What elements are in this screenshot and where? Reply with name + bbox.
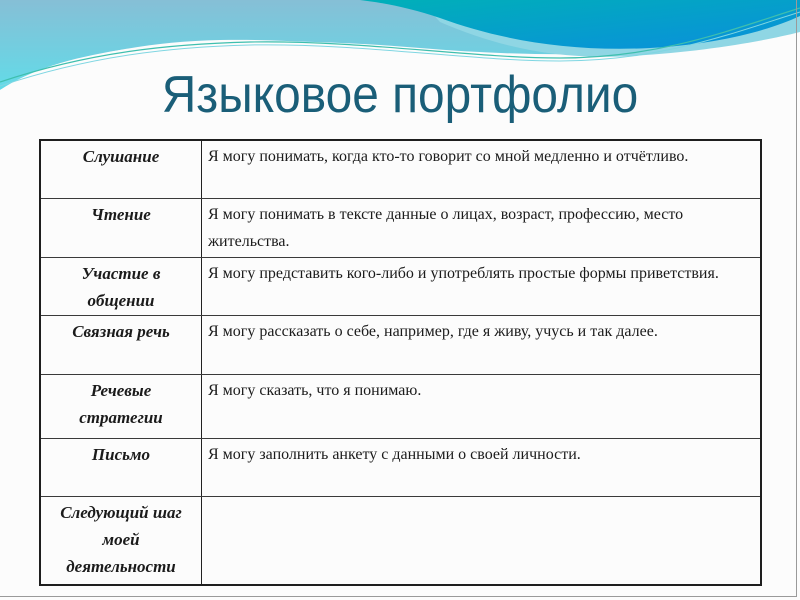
- skill-description: Я могу заполнить анкету с данными о своей личности.: [202, 439, 762, 497]
- table-row: [40, 375, 761, 439]
- table-row: [40, 199, 761, 258]
- skill-label: Письмо: [40, 439, 202, 497]
- skill-description: Я могу понимать в тексте данные о лицах, возраст, профессию, место жительства.: [202, 199, 762, 258]
- skill-label: Связная речь: [40, 316, 202, 375]
- skill-label: Речевые стратегии: [40, 375, 202, 439]
- slide-title: Языковое портфолио: [161, 66, 639, 124]
- table-row: [40, 439, 761, 497]
- skill-description-empty: [202, 497, 762, 586]
- skill-label: Участие в общении: [40, 258, 202, 316]
- skill-description: Я могу сказать, что я понимаю.: [202, 375, 762, 439]
- table-row: [40, 316, 761, 375]
- skill-description: Я могу рассказать о себе, например, где я живу, учусь и так далее.: [202, 316, 762, 375]
- portfolio-table: [39, 139, 762, 586]
- table-row: [40, 258, 761, 316]
- skill-label: Следующий шаг моей деятельности: [40, 497, 202, 586]
- table-row: [40, 140, 761, 199]
- skill-description: Я могу понимать, когда кто-то говорит со мной медленно и отчётливо.: [202, 140, 762, 199]
- table-row: [40, 497, 761, 586]
- skill-label: Слушание: [40, 140, 202, 199]
- skill-label: Чтение: [40, 199, 202, 258]
- skill-description: Я могу представить кого-либо и употреблять простые формы приветствия.: [202, 258, 762, 316]
